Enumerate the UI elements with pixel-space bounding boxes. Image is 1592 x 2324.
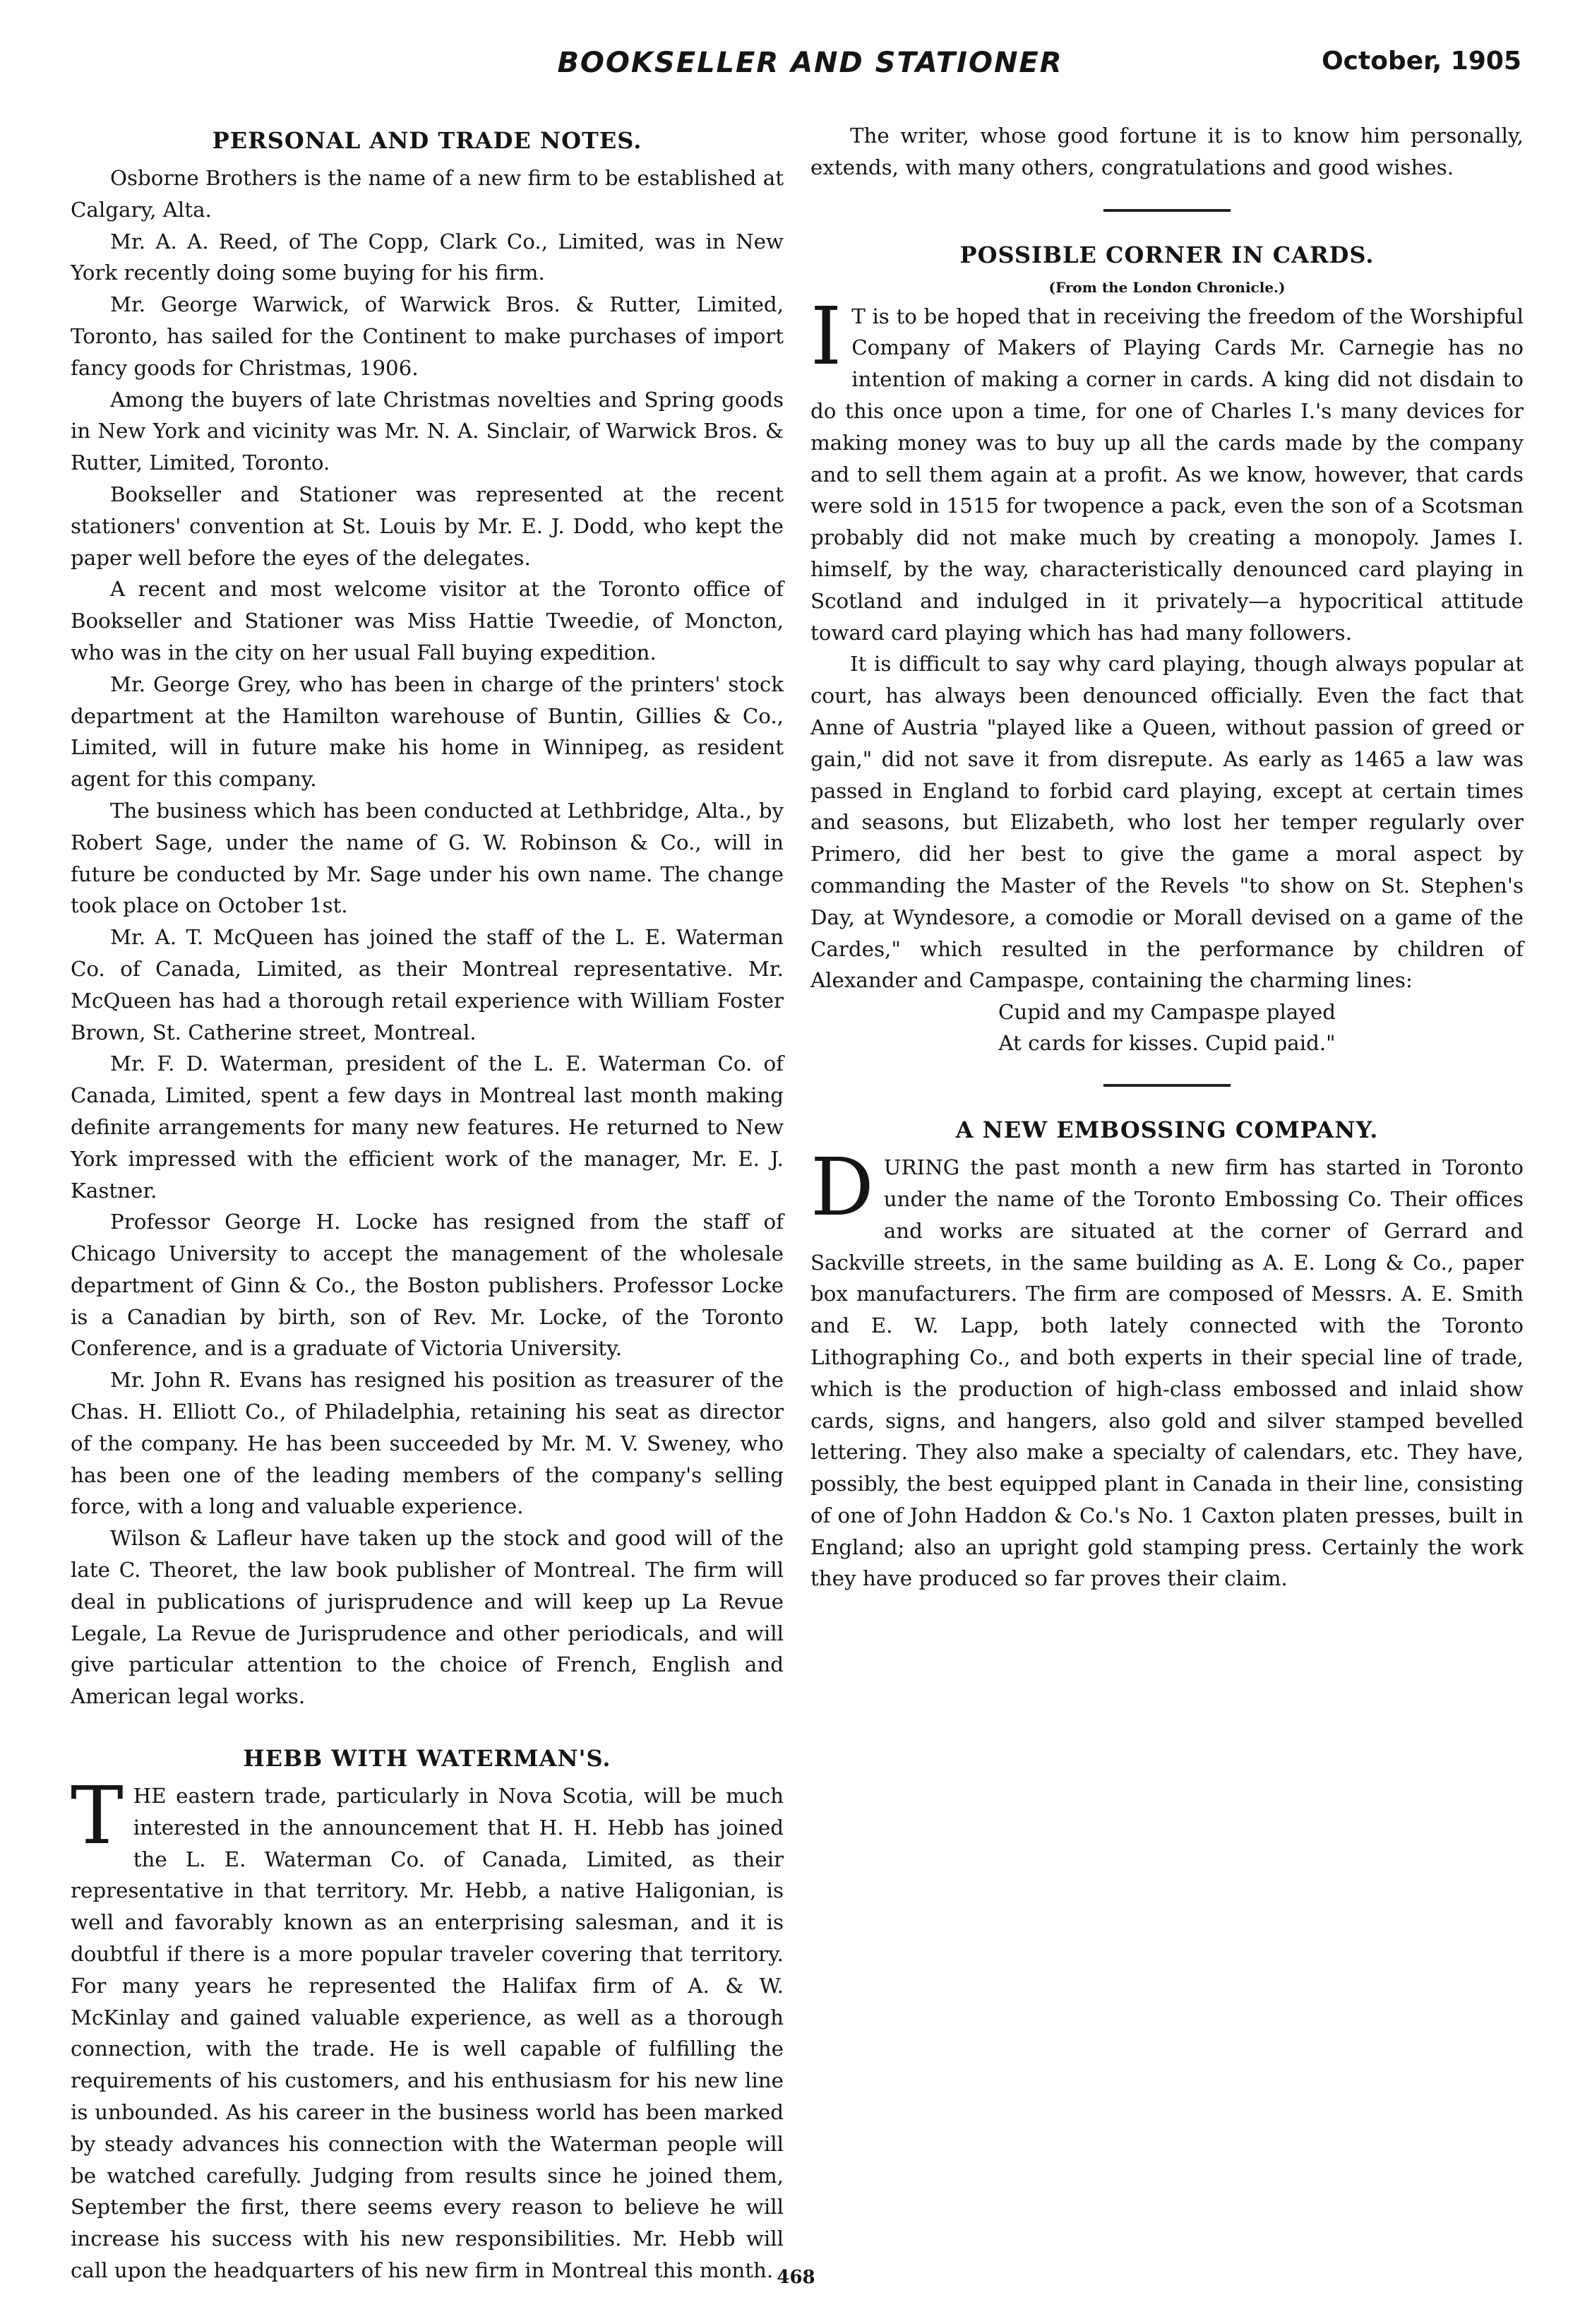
hebb-article (71, 1744, 784, 2287)
note-paragraph: Osborne Brothers is the name of a new firm to be established at Calgary, Alta. (71, 166, 784, 222)
embossing-article (810, 1115, 1524, 1595)
drop-cap: D (810, 1142, 874, 1234)
note-paragraph: Mr. A. T. McQueen has joined the staff of the L. E. Waterman Co. of Canada, Limited, as their Montreal representative. Mr. McQueen has had a thorough retail experience with William Foster Brown, St. Catherine street, Montreal. (71, 925, 784, 1044)
verse-line: At cards for kisses. Cupid paid." (998, 1031, 1336, 1056)
page-number: 468 (777, 2267, 815, 2288)
article-paragraph (810, 290, 1524, 649)
note-paragraph: Mr. George Grey, who has been in charge of the printers' stock department at the Hamilton warehouse of Buntin, Gillies & Co., Limited, will in future make his home in Winnipeg, as resident agent for this company. (71, 672, 784, 792)
article-source: (From the London Chronicle.) (1048, 278, 1286, 296)
verse-line: Cupid and my Campaspe played (998, 1000, 1336, 1025)
personal-trade-notes (71, 126, 784, 1712)
article-paragraph: It is difficult to say why card playing, though always popular at court, has always been denounced officially. Even the fact that Anne of Austria "played like a Queen, without passion of greed or gain," did not save it from disrepute. As early as 1465 a law was passed in England to forbid card playing, except at certain times and seasons, but Elizabeth, who lost her temper regularly over Primero, did her best to give the game a moral aspect by commanding the Master of the Revels "to show on St. Stephen's Day, at Wyndesore, a comodie or Morall devised on a game of the Cardes," which resulted in the performance by children of Alexander and Campaspe, containing the charming lines: (810, 652, 1524, 993)
note-paragraph: Mr. George Warwick, of Warwick Bros. & Rutter, Limited, Toronto, has sailed for the Continent to make purchases of import fancy goods for Christmas, 1906. (71, 292, 784, 380)
note-paragraph: Mr. John R. Evans has resigned his position as treasurer of the Chas. H. Elliott Co., of Philadelphia, retaining his seat as director of the company. He has been succeeded by Mr. M. V. Sweney, who has been one of the leading members of the company's selling force, with a long and valuable experience. (71, 1368, 784, 1519)
publication-title: BOOKSELLER AND STATIONER (557, 47, 1063, 79)
left-column (71, 126, 784, 2287)
note-paragraph: Wilson & Lafleur have taken up the stock and good will of the late C. Theoret, the law book publisher of Montreal. The firm will deal in publications of jurisprudence and will keep up La Revue Legale, La Revue de Jurisprudence and other periodicals, and will give particular attention to the choice of French, English and American legal works. (71, 1526, 784, 1709)
cards-article (810, 240, 1524, 1059)
article-paragraph: The writer, whose good fortune it is to know him personally, extends, with many others, congratulations and good wishes. (810, 124, 1524, 179)
section-headline: HEBB WITH WATERMAN'S. (243, 1745, 611, 1772)
drop-cap: I (810, 290, 842, 383)
note-paragraph: Mr. F. D. Waterman, president of the L. E. Waterman Co. of Canada, Limited, spent a few days in Montreal last month making definite arrangements for many new features. He returned to New York impressed with the efficient work of the manager, Mr. E. J. Kastner. (71, 1051, 784, 1203)
note-paragraph: Bookseller and Stationer was represented at the recent stationers' convention at St. Louis by Mr. E. J. Dodd, who kept the paper well before the eyes of the delegates. (71, 482, 784, 570)
note-paragraph: Among the buyers of late Christmas novelties and Spring goods in New York and vicinity was Mr. N. A. Sinclair, of Warwick Bros. & Rutter, Limited, Toronto. (71, 387, 784, 475)
article-text: HE eastern trade, particularly in Nova Scotia, will be much interested in the announcement that H. H. Hebb has joined the L. E. Waterman Co. of Canada, Limited, as their representative in that territory. Mr. Hebb, a native Haligonian, is well and favorably known as an enterprising salesman, and it is doubtful if there is a more popular traveler covering that territory. For many years he represented the Halifax firm of A. & W. McKinlay and gained valuable experience, as well as a thorough connection, with the trade. He is well capable of fulfilling the requirements of his customers, and his enthusiasm for his new line is unbounded. As his career in the business world has been marked by steady advances his connection with the Waterman people will be watched carefully. Judging from results since he joined them, September the first, there seems every reason to believe he will increase his success with his new responsibilities. Mr. Hebb will call upon the headquarters of his new firm in Montreal this month. (71, 1784, 784, 2282)
note-paragraph: The business which has been conducted at Lethbridge, Alta., by Robert Sage, under the name of G. W. Robinson & Co., will in future be conducted by Mr. Sage under his own name. The change took place on October 1st. (71, 798, 784, 918)
section-headline: A NEW EMBOSSING COMPANY. (955, 1116, 1379, 1144)
section-headline: POSSIBLE CORNER IN CARDS. (959, 241, 1375, 268)
section-divider (1103, 209, 1231, 212)
note-paragraph: A recent and most welcome visitor at the Toronto office of Bookseller and Stationer was Miss Hattie Tweedie, of Moncton, who was in the city on her usual Fall buying expedition. (71, 577, 784, 665)
right-column (810, 120, 1524, 1595)
note-paragraph: Mr. A. A. Reed, of The Copp, Clark Co., Limited, was in New York recently doing some buying for his firm. (71, 229, 784, 285)
running-head (99, 47, 1521, 89)
article-text: URING the past month a new firm has started in Toronto under the name of the Toronto Embossing Co. Their offices and works are situated at the corner of Gerrard and Sackville streets, in the same building as A. E. Long & Co., paper box manufacturers. The firm are composed of Messrs. A. E. Smith and E. W. Lapp, both lately connected with the Toronto Lithographing Co., and both experts in their special line of trade, which is the production of high-class embossed and inlaid show cards, signs, and hangers, also gold and silver stamped bevelled lettering. They also make a specialty of calendars, etc. They have, possibly, the best equipped plant in Canada in their line, consisting of one of John Haddon & Co.'s No. 1 Caxton platen presses, built in England; also an upright gold stamping press. Certainly the work they have produced so far proves their claim. (810, 1155, 1524, 1591)
section-headline: PERSONAL AND TRADE NOTES. (212, 127, 642, 154)
article-paragraph (71, 1770, 784, 2287)
note-paragraph: Professor George H. Locke has resigned from the staff of Chicago University to accept the management of the wholesale department of Ginn & Co., the Boston publishers. Professor Locke is a Canadian by birth, son of Rev. Mr. Locke, of the Toronto Conference, and is a graduate of Victoria University. (71, 1210, 784, 1361)
drop-cap: T (71, 1770, 124, 1863)
article-text: T is to be hoped that in receiving the freedom of the Worshipful Company of Makers of Playing Cards Mr. Carnegie has no intention of making a corner in cards. A king did not disdain to do this once upon a time, for one of Charles I.'s many devices for making money was to buy up all the cards made by the company and to sell them again at a profit. As we know, however, that cards were sold in 1515 for twopence a pack, even the son of a Scotsman probably did not make much by creating a monopoly. James I. himself, by the way, characteristically denounced card playing in Scotland and indulged in it privately—a hypocritical attitude toward card playing which has had many followers. (810, 304, 1524, 645)
issue-date: October, 1905 (1322, 47, 1521, 76)
article-paragraph (810, 1142, 1524, 1595)
section-divider (1103, 1084, 1231, 1087)
